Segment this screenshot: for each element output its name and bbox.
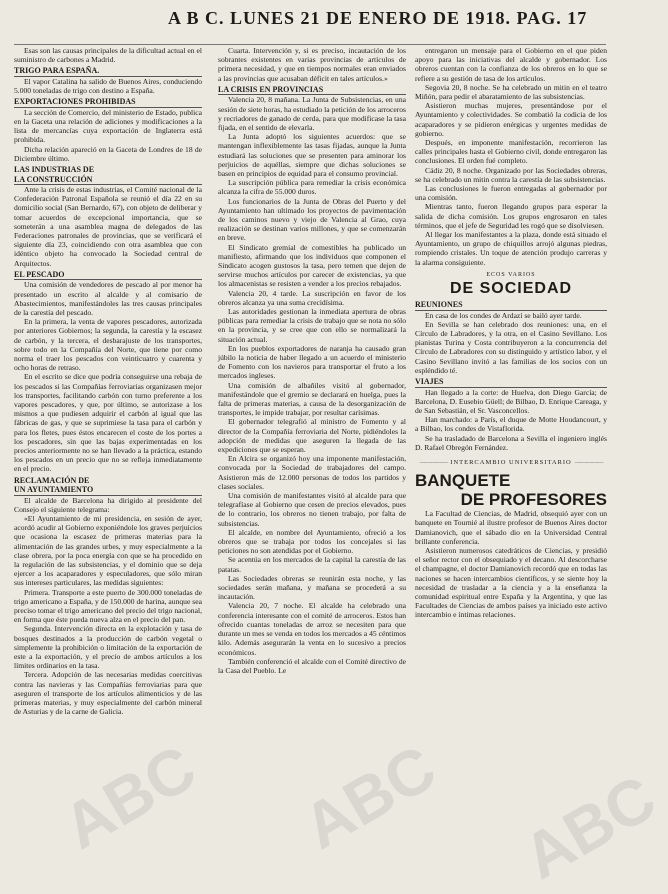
paragraph: En la primera, la venta de vapores pescadores, autorizada por anteriores Gobiernos; la segunda, la carestía y la escasez de carbón, y la tercera, el desbarajuste de los transportes, sobre todo en la Compañía del Norte, que tiene por como norma el traer los pescados con veinticuatro y cuarenta y ocho horas de retraso. [14,317,202,373]
paragraph: Mientras tanto, fueron llegando grupos para esperar la salida de dicha comisión. Los grupos engrosaron en tales términos, que el jefe de Seguridad les rogó que se disolviesen. [415,202,607,230]
watermark: ABC [291,731,448,863]
headline-banquete: BANQUETE [415,471,511,491]
paragraph: Valencia 20, 7 noche. El alcalde ha celebrado una conferencia interesante con el comité de arroceros. Estos han ofrecido cuantas toneladas de arroz se necesiten para que durante un mes se venda en todos los mercados a 45 céntimos kilo. Además asegurarán la venta en lo sucesivo a precios económicos. [218,601,406,657]
section-kicker: ECOS VARIOS [486,271,536,278]
column-right [415,46,607,852]
decorative-heading: ————— INTERCAMBIO UNIVERSITARIO ————— [415,458,607,467]
masthead [0,0,620,44]
watermark: ABC [51,731,208,863]
paragraph: Cádiz 20, 8 noche. Organizado por las Sociedades obreras, se ha celebrado un mitin contra la carestía de las subsistencias. [415,165,607,184]
paragraph: También conferenció el alcalde con el Comité directivo de la Casa del Pueblo. Le [218,656,406,675]
paragraph: En los pueblos exportadores de naranja ha causado gran júbilo la noticia de haber llegado a un acuerdo el ministerio de Fomento con los navieros para transportar el fruto a los mercados ingleses. [218,343,406,381]
paragraph: entregaron un mensaje para el Gobierno en el que piden apoyo para las iniciativas del alcalde y gobernador. Los obreros cuentan con la confianza de los obreros en lo que se refiere a su gestión de tasa de los artículos. [415,46,607,83]
paragraph: Valencia 20, 4 tarde. La suscripción en favor de los obreros alcanza ya una suma crecidísima. [218,288,406,307]
paragraph: Tercera. Adopción de las necesarias medidas coercitivas contra las navieras y las Compañías ferroviarias para que aseguren el transporte de los artículos alimenticios y de las primeras materias, y muy especialmente del carbón mineral de Asturias y de la carne de Galicia. [14,670,202,717]
paragraph: El vapor Catalina ha salido de Buenos Aires, conduciendo 5.000 toneladas de trigo con destino a España. [14,76,202,96]
paragraph: La sección de Comercio, del ministerio de Estado, publica en la Gaceta una relación de adiciones y modificaciones a la lista de mercancías cuya exportación de Inglaterra está prohibida. [14,107,202,145]
headline-profesores: DE PROFESORES [460,490,607,510]
paragraph: El alcalde de Barcelona ha dirigido al presidente del Consejo el siguiente telegrama: [14,495,202,514]
paragraph: Una comisión de manifestantes visitó al alcalde para que telegrafíase al Gobierno que cesen de precios elevados, pues de lo contrario, los obreros no tienen trabajo, por falta de subsistencias. [218,491,406,528]
header-rule [14,44,606,45]
paragraph: En Alcira se organizó hoy una imponente manifestación, convocada por la Sociedad de trabajadores del campo. Asistieron más de 12.000 personas de todos los partidos y clases sociales. [218,454,406,491]
paragraph: Primera. Transporte a este puerto de 300.000 toneladas de trigo americano a España, y de 150.000 de harina, aunque sea preciso tomar el trigo americano del precio del trigo nacional, en forma que éste pueda nueva alza en el precio del pan. [14,587,202,625]
column-left [14,46,202,852]
section-heading-industrias-1: LAS INDUSTRIAS DE [14,165,95,175]
paragraph: Ante la crisis de estas industrias, el Comité nacional de la Confederación Patronal Española se reunió el día 22 en su domicilio social (San Bernardo, 67), con objeto de deliberar y tomar acuerdos de excepcional importancia, que se someterán a una asamblea magna de delegados de las Federaciones patronales de provincias, que se verificará el siguiente día 23, coincidiendo con otra asamblea que con idéntico objeto ha convocado la Sociedad central de Arquitectos. [14,185,202,268]
paragraph: Una comisión de vendedores de pescado al por menor ha presentado un escrito al alcalde y al comisario de Abastecimientos, manifestándoles las tres causas principales de la carestía del pescado. [14,280,202,317]
section-heading-viajes: VIAJES [415,377,607,388]
paragraph: Después, en imponente manifestación, recorrieron las calles principales hasta el Gobierno civil, donde entregaron las conclusiones. El orden fué completo. [415,138,607,166]
section-heading-industrias-2: LA CONSTRUCCIÓN [14,175,202,186]
paragraph: Se acentúa en los mercados de la capital la carestía de las patatas. [218,555,406,574]
section-heading-reuniones: REUNIONES [415,300,607,311]
paragraph: «El Ayuntamiento de mi presidencia, en sesión de ayer, acordó acudir al Gobierno exponiéndole los graves perjuicios que ocasiona la escasez de primeras materias para la alimentación de las grandes urbes, y muy especialmente a la clase obrera, por la poca energía con que se ha procedido en la regulación de las subsistencias, y el dominio que se deja ejercer a los acaparadores y especuladores, que sólo miran sus intereses particulares, las medidas siguientes: [14,514,202,588]
paragraph: En el escrito se dice que podría conseguirse una rebaja de los pescados si las Compañías ferroviarias organizasen mejor los transportes, facilitando carbón con turno preferente a los vapores pescadores, y que, por último, se autorizase a los mismos a que pudiesen adquirir el carbón al igual que las fábricas de gas, y que se suprimiese la tasa para el carbón y para los fletes, pues éstos encarecen el coste de los portes a los pescadores, sin que las bajas experimentadas en los precios anteriormente no se han llevado a la práctica, estando los pescados en un precio que no se refleja inmediatamente en el precio. [14,372,202,474]
section-heading-trigo: TRIGO PARA ESPAÑA. [14,66,202,77]
watermark: ABC [511,761,668,893]
paragraph: Segunda. Intervención directa en la explotación y tasa de bosques destinados a la producción de carbón vegetal o simplemente la prohibición o limitación de la exportación de este a la exportación, y el precio de ambos artículos a los límites ordinarios en la tasa. [14,624,202,671]
section-heading-exportaciones: EXPORTACIONES PROHIBIDAS [14,97,202,108]
paragraph: La Junta adoptó los siguientes acuerdos: que se mantengan inflexiblemente las tasas fijadas, aunque la Junta estudiará las soluciones que se presenten para aminorar los perjuicios de aquéllas, siempre que dichas soluciones se basen en principios de equidad para el consumo provincial. [218,132,406,178]
paragraph: Han llegado a la corte: de Huelva, don Diego García; de Barcelona, D. Eusebio Güell; de Bilbao, D. Enrique Careaga, y de San Sebastián, el Sr. Vasconcellos. [415,387,607,415]
section-heading-pescado: EL PESCADO [14,270,202,281]
page-header-title: A B C. LUNES 21 DE ENERO DE 1918. PAG. 17 [168,8,588,28]
paragraph: Dicha relación apareció en la Gaceta de Londres de 18 de Diciembre último. [14,144,202,163]
paragraph: Las autoridades gestionan la inmediata apertura de obras públicas para remediar la crisis de trabajo que se nota no sólo en la provincia, y se cree que con ello se normalizará la situación actual. [218,306,406,344]
column-middle [218,46,406,852]
paragraph: Las Sociedades obreras se reunirán esta noche, y las sociedades serán mañana, y mañana se procederá a su incautación. [218,573,406,602]
paragraph: Han marchado: a París, el duque de Motte Houdancourt, y a Bilbao, los condes de Vistaflorida. [415,415,607,434]
paragraph: La suscripción pública para remediar la crisis económica alcanza la cifra de 55.000 duros. [218,178,406,197]
paragraph: Asistieron muchas mujeres, presentándose por el Ayuntamiento y colectividades. Se combatió la codicia de los acaparadores y se pidieron enérgicas y urgentes medidas de gobierno. [415,101,607,138]
paragraph: El gobernador telegrafió al ministro de Fomento y al director de la Compañía ferroviaria del Norte, pidiéndoles la adopción de medidas que aseguren la llegada de las expediciones que se esperan. [218,417,406,455]
paragraph: El alcalde, en nombre del Ayuntamiento, ofreció a los obreros que se trabaja por todos los concejales si las peticiones no son atendidas por el Gobierno. [218,527,406,556]
paragraph: Segovia 20, 8 noche. Se ha celebrado un mitin en el teatro Miñón, para pedir el abaratamiento de las subsistencias. [415,82,607,102]
paragraph: Al llegar los manifestantes a la plaza, donde está situado el Ayuntamiento, un grupo de chiquillos arrojó algunas piedras, rompiendo cristales. Un toque de atención produjo carreras y la alarma consiguiente. [415,230,607,267]
section-title-sociedad: DE SOCIEDAD [449,280,573,298]
section-heading-reclamacion-2: UN AYUNTAMIENTO [14,485,202,496]
paragraph: Valencia 20, 8 mañana. La Junta de Subsistencias, en una sesión de siete horas, ha estudiado la petición de los arroceros y recriadores de ganado de cerda, para que modificase la tasa fijada, en el sentido de elevarla. [218,95,406,132]
section-heading-reclamacion-1: RECLAMACIÓN DE [14,475,90,485]
paragraph: Una comisión de albañiles visitó al gobernador, manifestándole que el gremio se declarará en huelga, pues la falta de primeras materias, a causa de la desorganización de transportes, le impide trabajar, por resultar carísimas. [218,380,406,418]
paragraph: En Sevilla se han celebrado dos reuniones: una, en el Círculo de Labradores, y la otra, en el Casino Sevillano. Los pianistas Turina y Costa contribuyeron a la concurrencia del Círculo de Labradores con su distinguido y artístico labor, y el Casino Sevillano invitó a las familias de los socios con un espléndido té. [415,319,607,375]
paragraph: La Facultad de Ciencias, de Madrid, obsequió ayer con un banquete en Tournié al ilustre profesor de Buenos Aires doctor Damianovich, que el sábado dio en la Universidad Central brillante conferencia. [415,509,607,546]
paragraph: En casa de los condes de Ardazí se bailó ayer tarde. [425,310,582,320]
paragraph: Cuarta. Intervención y, si es preciso, incautación de los sobrantes existentes en varias provincias de artículos de primera necesidad, y que en tiempos normales eran enviados a las provincias que acusaban déficit en tales artículos.» [218,46,406,83]
paragraph: Se ha trasladado de Barcelona a Sevilla el ingeniero inglés D. Rafael Obregón Fernández. [415,433,607,452]
paragraph: Esas son las causas principales de la dificultad actual en el suministro de carbones a Madrid. [14,46,202,65]
paragraph: Asistieron numerosos catedráticos de Ciencias, y presidió el señor rector con el obsequiado y el decano. Al descorcharse el champagne, el doctor Damianovich recordó que en todas las naciones se hacen intercambios científicos, y se siente hoy la necesidad de trasladar a la ciencia y a la enseñanza la comunidad espiritual entre España y la Argentina, y que las Facultades de Ciencias de ambos países ya iniciado este activo intercambio e íntimas relaciones. [415,545,607,620]
paragraph: Los funcionarios de la Junta de Obras del Puerto y del Ayuntamiento han ultimado los proyectos de pavimentación de los caminos nuevo y viejo de Valencia al Grao, cuya realización se destinan varios millones, y que se comenzarán en breve. [218,196,406,243]
paragraph: Las conclusiones le fueron entregadas al gobernador por una comisión. [415,184,607,203]
paragraph: El Sindicato gremial de comestibles ha publicado un manifiesto, afirmando que los individuos que componen el Sindicato acogen gustosos la tasa, pero temen que dejen de servirse muchos artículos por carecer de existencias, ya que los almacenistas se resisten a vender a los precios rebajados. [218,242,406,289]
section-heading-crisis: LA CRISIS EN PROVINCIAS [218,85,406,96]
